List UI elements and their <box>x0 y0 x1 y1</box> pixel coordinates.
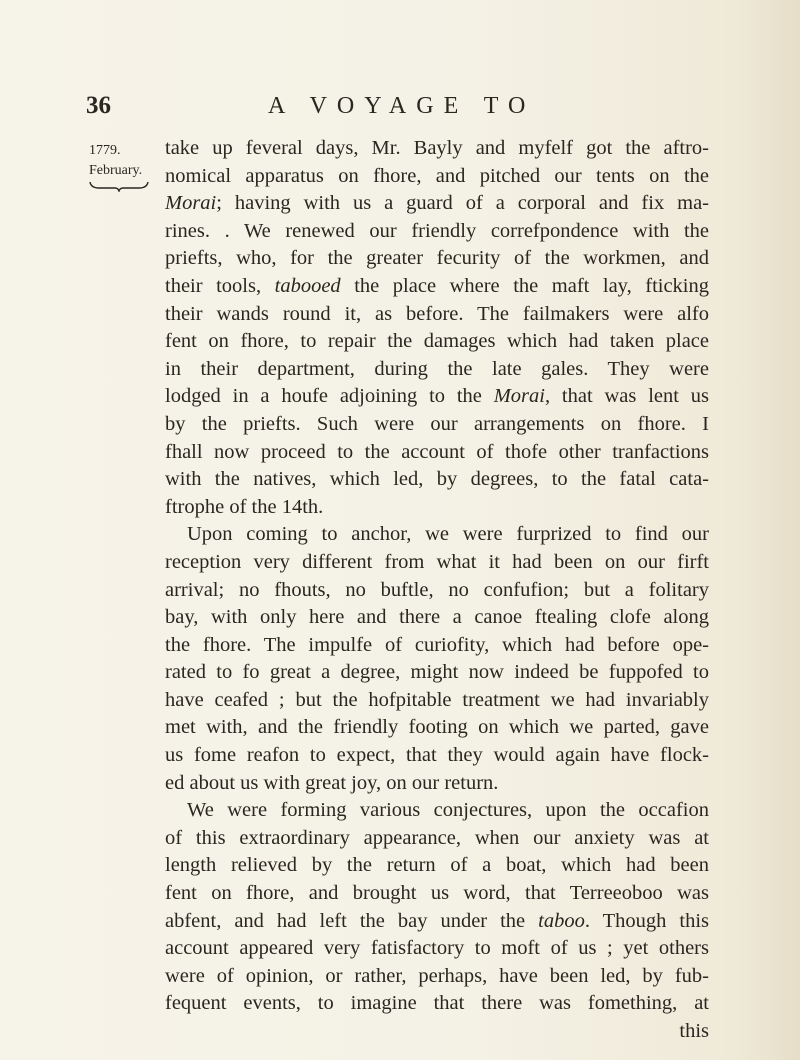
text-line <box>165 770 709 798</box>
text-segment: priefts, who, for the greater fecurity of the workmen, and <box>165 247 709 270</box>
running-title: A VOYAGE TO <box>268 93 536 119</box>
text-line <box>165 466 709 494</box>
text-line <box>165 687 709 715</box>
text-line <box>165 852 709 880</box>
text-segment: arrival; no fhouts, no buftle, no confufion; but a folitary <box>165 578 709 601</box>
text-line <box>165 135 709 163</box>
text-segment: lodged in a houfe adjoining to the <box>165 385 494 408</box>
text-segment: take up feveral days, Mr. Bayly and myfelf got the aftro- <box>165 137 709 159</box>
text-line <box>165 825 709 853</box>
text-segment: Upon coming to anchor, we were furprized to find our <box>187 523 709 546</box>
italic-term: Morai <box>165 192 217 215</box>
text-segment: this <box>679 1020 709 1042</box>
text-segment: fent on fhore, to repair the damages which had taken place <box>165 330 709 353</box>
text-line <box>165 494 709 522</box>
text-line <box>165 245 709 273</box>
text-line <box>165 797 709 825</box>
text-segment: bay, with only here and there a canoe ftealing clofe along <box>165 606 709 629</box>
page-number: 36 <box>86 92 111 119</box>
text-segment: in their department, during the late gales. They were <box>165 357 709 380</box>
text-line <box>165 742 709 770</box>
text-segment: were of opinion, or rather, perhaps, have been led, by fub- <box>165 964 709 987</box>
text-segment: nomical apparatus on fhore, and pitched our tents on the <box>165 164 709 187</box>
text-line <box>165 990 709 1018</box>
text-segment: fhall now proceed to the account of thofe other tranfactions <box>165 440 709 463</box>
text-segment: , that was lent us <box>544 385 709 408</box>
text-line <box>165 714 709 742</box>
body-text <box>165 135 709 1046</box>
margin-note-month: February. <box>89 163 143 178</box>
text-segment: account appeared very fatisfactory to moft of us ; yet others <box>165 937 709 960</box>
text-segment: length relieved by the return of a boat, which had been <box>165 854 709 877</box>
text-segment: met with, and the friendly footing on which we parted, gave <box>165 716 709 739</box>
text-segment: their wands round it, as before. The failmakers were alfo <box>165 302 709 325</box>
text-line <box>165 963 709 991</box>
text-line <box>165 908 709 936</box>
text-line <box>165 439 709 467</box>
italic-term: tabooed <box>274 274 341 297</box>
text-line <box>165 1018 709 1046</box>
text-segment: rines. . We renewed our friendly correfpondence with the <box>165 219 709 242</box>
text-line <box>165 328 709 356</box>
text-line <box>165 163 709 191</box>
text-line <box>165 632 709 660</box>
text-segment: . Though this <box>584 909 709 932</box>
margin-brace-icon <box>89 180 149 192</box>
text-segment: We were forming various conjectures, upon the occafion <box>187 799 709 822</box>
text-line <box>165 604 709 632</box>
text-segment: rated to fo great a degree, might now indeed be fuppofed to <box>165 661 709 684</box>
text-segment: fent on fhore, and brought us word, that Terreeoboo was <box>165 882 709 905</box>
text-line <box>165 659 709 687</box>
text-line <box>165 356 709 384</box>
text-segment: the fhore. The impulfe of curiofity, which had before ope- <box>165 633 709 656</box>
italic-term: taboo <box>538 909 585 932</box>
text-line <box>165 273 709 301</box>
text-line <box>165 411 709 439</box>
text-segment: fequent events, to imagine that there was fomething, at <box>165 992 709 1015</box>
text-line <box>165 218 709 246</box>
text-line <box>165 577 709 605</box>
text-segment: ed about us with great joy, on our return. <box>165 771 499 794</box>
text-segment: have ceafed ; but the hofpitable treatment we had invariably <box>165 688 709 711</box>
italic-term: Morai <box>493 385 545 408</box>
text-segment: abfent, and had left the bay under the <box>165 909 539 932</box>
text-segment: us fome reafon to expect, that they would again have flock- <box>165 744 709 767</box>
text-segment: reception very different from what it had been on our firft <box>165 550 709 573</box>
text-segment: the place where the maft lay, fticking <box>340 274 709 297</box>
text-segment: of this extraordinary appearance, when our anxiety was at <box>165 826 709 849</box>
text-segment: ; having with us a guard of a corporal and fix ma- <box>216 192 709 215</box>
text-line <box>165 301 709 329</box>
text-line <box>165 521 709 549</box>
text-segment: by the priefts. Such were our arrangements on fhore. I <box>165 412 709 435</box>
text-line <box>165 549 709 577</box>
text-segment: ftrophe of the 14th. <box>165 495 324 518</box>
text-line <box>165 383 709 411</box>
margin-note-year: 1779. <box>89 143 121 158</box>
text-line <box>165 935 709 963</box>
text-segment: their tools, <box>165 274 275 297</box>
text-segment: with the natives, which led, by degrees, to the fatal cata- <box>165 468 709 491</box>
text-line <box>165 190 709 218</box>
text-line <box>165 880 709 908</box>
